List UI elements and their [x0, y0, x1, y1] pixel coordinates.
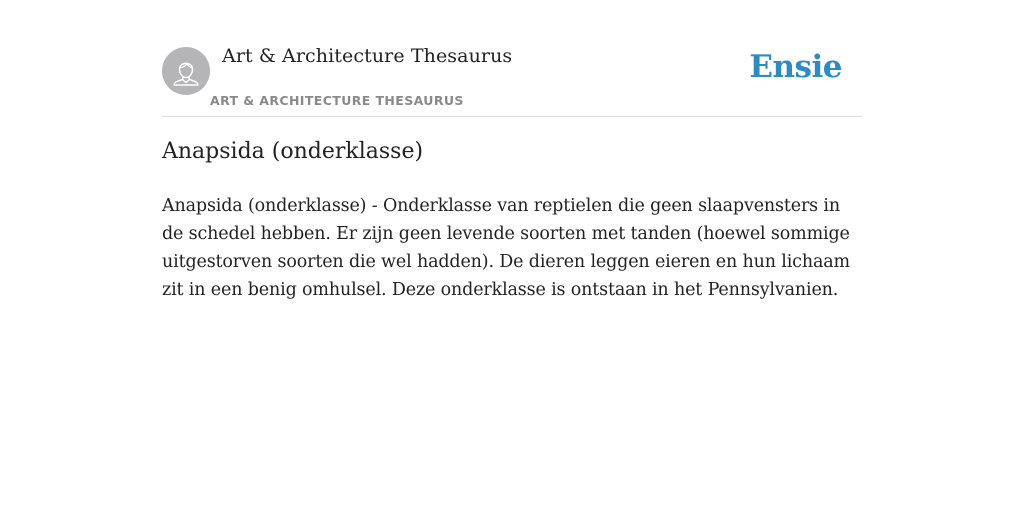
entry-title: Anapsida (onderklasse): [162, 139, 424, 164]
user-silhouette-icon: [162, 47, 210, 95]
author-avatar[interactable]: [162, 47, 210, 95]
ensie-logo[interactable]: Ensie: [749, 49, 842, 85]
category-label[interactable]: ART & ARCHITECTURE THESAURUS: [210, 93, 464, 108]
author-name[interactable]: Art & Architecture Thesaurus: [222, 45, 513, 67]
entry-definition: Anapsida (onderklasse) - Onderklasse van reptielen die geen slaapvensters in de schedel hebben. Er zijn geen levende soorten met tanden (hoewel sommige uitgestorven soorten die wel hadden). De dieren leggen eieren en hun lichaam zit in een benig omhulsel. Deze onderklasse is ontstaan in het Pennsylvanien.: [162, 196, 850, 300]
entry-header: [162, 0, 862, 117]
entry-card: [162, 0, 862, 512]
